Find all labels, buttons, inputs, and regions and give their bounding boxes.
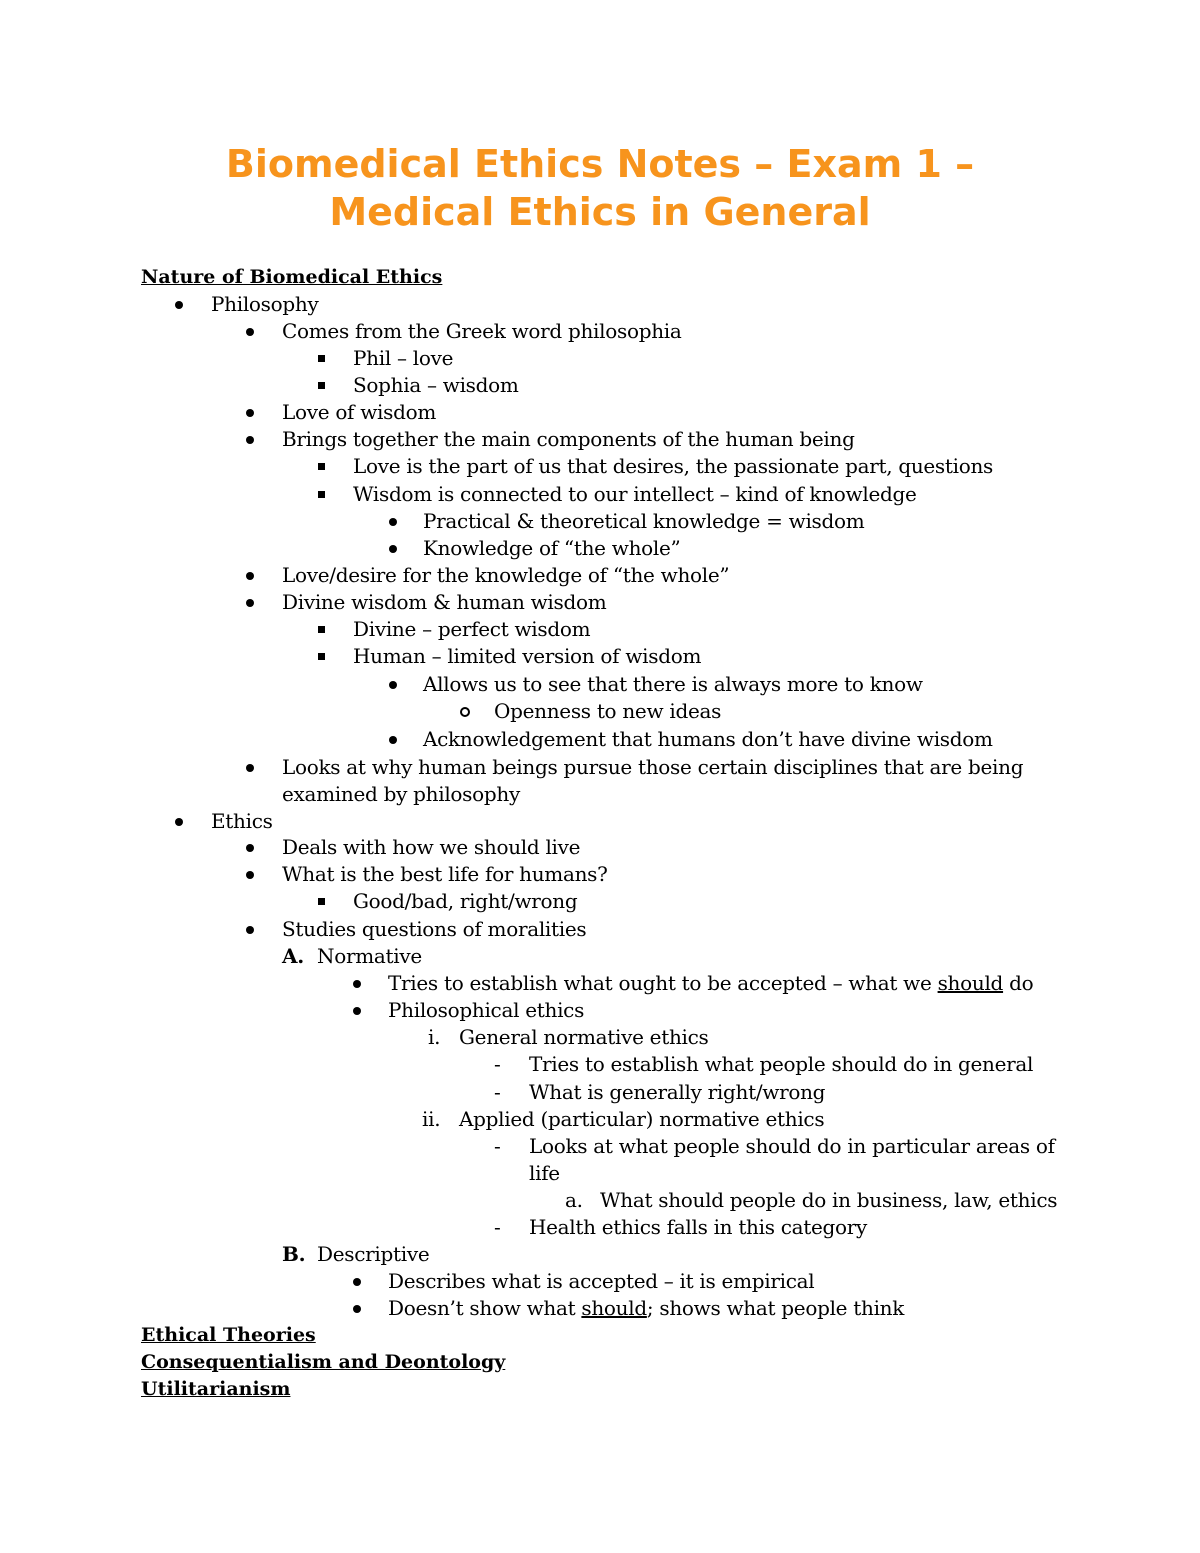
list-item: Studies questions of moralities [246,916,586,943]
list-item: Human – limited version of wisdom [318,643,701,670]
bullet-disc-icon [175,808,199,835]
list-item: Good/bad, right/wrong [318,888,577,915]
list-label: - [494,1052,501,1076]
list-item: Love/desire for the knowledge of “the whole” [246,562,729,589]
list-item: - What is generally right/wrong [494,1080,826,1104]
bullet-disc-icon [389,535,413,562]
bullet-square-icon [318,345,342,372]
list-item: Practical & theoretical knowledge = wisdom [389,508,864,535]
list-item: Openness to new ideas [460,698,721,725]
bullet-disc-icon [246,861,270,888]
bullet-disc-icon [246,754,270,781]
list-item: Sophia – wisdom [318,372,519,399]
bullet-ring-icon [460,698,484,725]
list-item: - Health ethics falls in this category [494,1215,868,1239]
list-label: B. [282,1242,306,1266]
bullet-disc-icon [246,318,270,345]
bullet-disc-icon [389,671,413,698]
bullet-disc-icon [353,997,377,1024]
bullet-square-icon [318,453,342,480]
list-item: A. Normative [282,944,422,968]
list-label: a. [565,1188,583,1212]
bullet-disc-icon [353,1295,377,1322]
list-label: - [494,1215,501,1239]
list-item: Wisdom is connected to our intellect – kind of knowledge [318,481,917,508]
list-item: Love of wisdom [246,399,436,426]
title-line-1: Biomedical Ethics Notes – Exam 1 – [225,142,975,186]
bullet-disc-icon [246,916,270,943]
list-item: Knowledge of “the whole” [389,535,680,562]
list-item: - Tries to establish what people should do in general [494,1052,1034,1076]
list-item: Divine wisdom & human wisdom [246,589,606,616]
bullet-disc-icon [353,1268,377,1295]
list-item-continuation: life [529,1161,560,1185]
list-item: Love is the part of us that desires, the passionate part, questions [318,453,993,480]
list-item: Tries to establish what ought to be accepted – what we should do [353,970,1033,997]
list-item: Divine – perfect wisdom [318,616,590,643]
bullet-disc-icon [353,970,377,997]
list-label: ii. [422,1107,441,1131]
heading-ethical-theories: Ethical Theories [141,1324,316,1346]
list-item: i. General normative ethics [428,1025,709,1049]
heading-utilitarianism: Utilitarianism [141,1378,291,1400]
list-item: Philosophy [175,291,318,318]
bullet-disc-icon [175,291,199,318]
bullet-disc-icon [389,726,413,753]
list-item: Philosophical ethics [353,997,584,1024]
list-item: Acknowledgement that humans don’t have divine wisdom [389,726,993,753]
bullet-disc-icon [246,834,270,861]
title-line-2: Medical Ethics in General [329,190,871,234]
list-item: Comes from the Greek word philosophia [246,318,682,345]
list-item: What is the best life for humans? [246,861,608,888]
bullet-disc-icon [389,508,413,535]
document-title [0,140,1200,236]
list-item: Ethics [175,808,273,835]
list-item: Deals with how we should live [246,834,580,861]
heading-consequentialism-deontology: Consequentialism and Deontology [141,1351,506,1373]
list-label: A. [282,944,304,968]
bullet-disc-icon [246,589,270,616]
bullet-disc-icon [246,399,270,426]
bullet-disc-icon [246,562,270,589]
bullet-square-icon [318,888,342,915]
list-item: Allows us to see that there is always more to know [389,671,923,698]
list-item: ii. Applied (particular) normative ethics [422,1107,825,1131]
list-item: Describes what is accepted – it is empirical [353,1268,814,1295]
bullet-square-icon [318,481,342,508]
list-label: - [494,1080,501,1104]
list-item: Doesn’t show what should; shows what people think [353,1295,904,1322]
bullet-square-icon [318,643,342,670]
list-item: Looks at why human beings pursue those certain disciplines that are being [246,754,1023,781]
bullet-disc-icon [246,426,270,453]
list-item: Phil – love [318,345,453,372]
list-item: B. Descriptive [282,1242,430,1266]
list-item: a. What should people do in business, law, ethics [565,1188,1058,1212]
list-item: Brings together the main components of the human being [246,426,855,453]
heading-nature-of-biomedical-ethics: Nature of Biomedical Ethics [141,266,443,288]
list-label: i. [428,1025,441,1049]
list-item-continuation: examined by philosophy [282,782,520,806]
bullet-square-icon [318,616,342,643]
list-label: - [494,1134,501,1158]
bullet-square-icon [318,372,342,399]
list-item: - Looks at what people should do in particular areas of [494,1134,1055,1158]
